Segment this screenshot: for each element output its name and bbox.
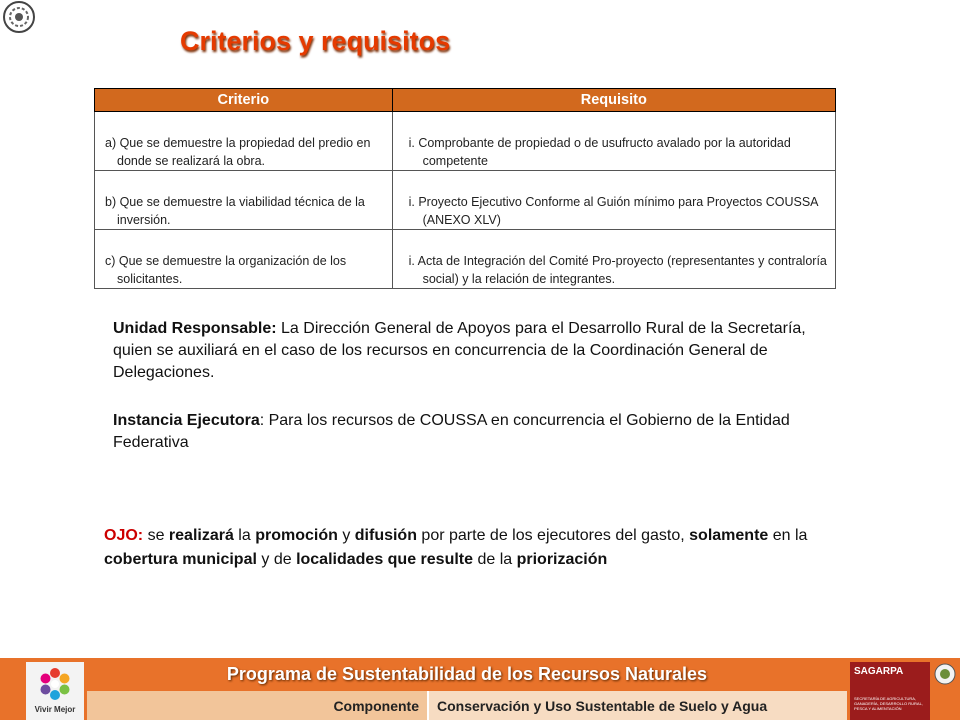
corner-emblem-icon: [2, 0, 36, 34]
ojo-emphasis: priorización: [516, 551, 608, 568]
criteria-table: [94, 88, 836, 289]
footer-banner: [0, 658, 960, 720]
ojo-label: OJO:: [104, 527, 144, 544]
vivir-mejor-flower-icon: [26, 662, 84, 706]
ojo-note: [104, 524, 864, 572]
requisito-cell: [392, 230, 835, 289]
component-value-box: [427, 691, 849, 720]
component-value: Conservación y Uso Sustentable de Suelo y Agua: [437, 698, 768, 714]
sagarpa-logo: [850, 662, 930, 720]
criterio-text: b) Que se demuestre la viabilidad técnica de la inversión.: [105, 195, 365, 227]
ojo-emphasis: localidades que resulte: [296, 551, 474, 568]
requisito-text: i. Acta de Integración del Comité Pro-proyecto (representantes y contraloría social) y la relación de integrantes.: [408, 254, 827, 286]
criterio-text: c) Que se demuestre la organización de los solicitantes.: [105, 254, 347, 286]
instancia-label: Instancia Ejecutora: [113, 412, 260, 429]
vivir-mejor-text: Vivir Mejor: [34, 705, 76, 714]
ojo-emphasis: cobertura municipal: [104, 551, 257, 568]
table-row: [95, 230, 836, 289]
header-requisito: Requisito: [392, 89, 835, 112]
mexico-seal-icon: [933, 662, 957, 686]
ojo-emphasis: difusión: [354, 527, 417, 544]
component-label: Componente: [333, 698, 419, 714]
requisito-text: i. Proyecto Ejecutivo Conforme al Guión mínimo para Proyectos COUSSA (ANEXO XLV): [408, 195, 818, 227]
requisito-cell: [392, 112, 835, 171]
ojo-text: y de: [256, 551, 297, 568]
ojo-emphasis: promoción: [255, 527, 338, 544]
criterio-cell: [95, 171, 393, 230]
unidad-text: La Dirección General de Apoyos para el Desarrollo Rural de la Secretaría, quien se auxiliará en el caso de los recursos en concurrencia de la Coordinación General de Delegaciones.: [113, 320, 806, 381]
unidad-label: Unidad Responsable:: [113, 320, 277, 337]
ojo-text: la: [233, 527, 256, 544]
program-title: Programa de Sustentabilidad de los Recursos Naturales: [226, 664, 708, 684]
ojo-text: en la: [768, 527, 808, 544]
ojo-text: y: [337, 527, 355, 544]
ojo-emphasis: realizará: [168, 527, 234, 544]
footer-right-panel: [847, 658, 960, 720]
table-row: [95, 171, 836, 230]
ojo-text: se: [143, 527, 169, 544]
header-criterio: Criterio: [95, 89, 393, 112]
ojo-text: por parte de los ejecutores del gasto,: [416, 527, 690, 544]
unidad-responsable-paragraph: [113, 318, 833, 384]
criterio-cell: [95, 112, 393, 171]
instancia-ejecutora-paragraph: [113, 410, 833, 454]
page-title: Criterios y requisitos: [180, 26, 451, 56]
instancia-text: : Para los recursos de COUSSA en concurrencia el Gobierno de la Entidad Federativa: [113, 412, 790, 451]
sagarpa-subtext: SECRETARÍA DE AGRICULTURA, GANADERÍA, DESARROLLO RURAL, PESCA Y ALIMENTACIÓN: [854, 696, 923, 711]
requisito-text: i. Comprobante de propiedad o de usufructo avalado por la autoridad competente: [408, 136, 791, 168]
component-label-box: [87, 691, 427, 720]
table-header-row: [95, 89, 836, 112]
table-row: [95, 112, 836, 171]
criterio-text: a) Que se demuestre la propiedad del predio en donde se realizará la obra.: [105, 136, 371, 168]
ojo-emphasis: solamente: [689, 527, 769, 544]
sagarpa-text: SAGARPA: [854, 666, 904, 677]
criterio-cell: [95, 230, 393, 289]
requisito-cell: [392, 171, 835, 230]
footer-left-panel: [0, 658, 87, 720]
ojo-text: de la: [473, 551, 517, 568]
vivir-mejor-logo: [26, 662, 84, 720]
